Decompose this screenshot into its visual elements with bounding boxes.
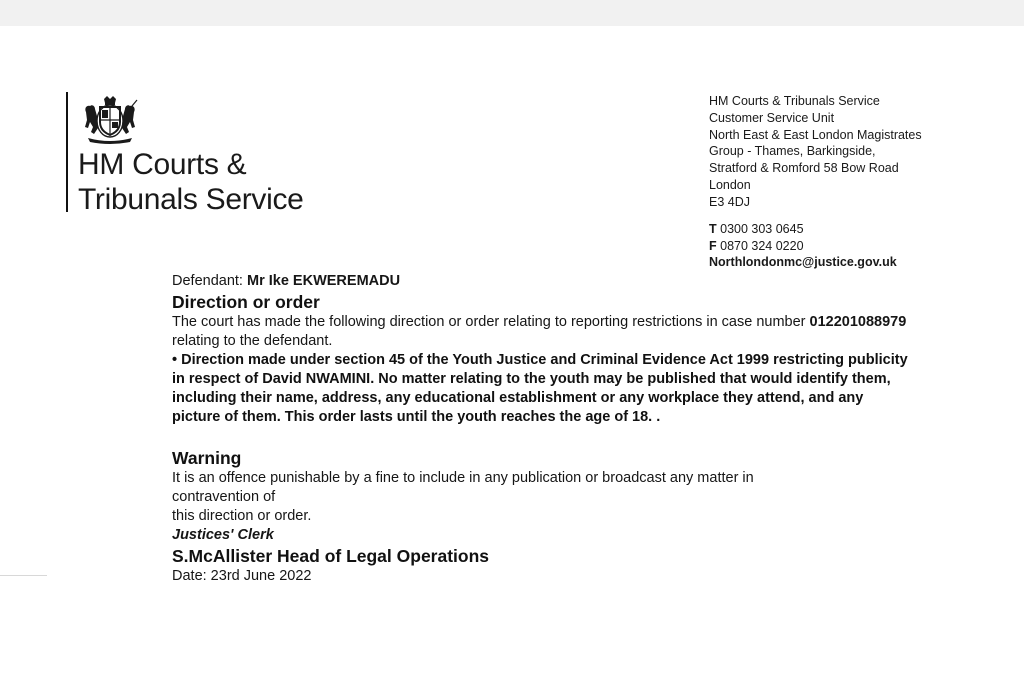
- letter-document: [0, 26, 1024, 687]
- email-line: [709, 254, 897, 271]
- fax-label: F: [709, 238, 717, 253]
- email-address: Northlondonmc@justice.gov.uk: [709, 255, 897, 269]
- logo-vertical-rule: [66, 92, 68, 212]
- warning-text-line1: It is an offence punishable by a fine to include in any publication or broadcast any matter in: [172, 470, 754, 486]
- edge-divider: [0, 575, 47, 576]
- address-line: HM Courts & Tribunals Service: [709, 94, 880, 108]
- office-address: [709, 93, 1009, 211]
- top-margin-band: [0, 0, 1024, 26]
- direction-heading: Direction or order: [172, 292, 320, 312]
- logo-text-line1: HM Courts &: [78, 148, 247, 181]
- defendant-line: [172, 272, 912, 291]
- fax-line: [709, 238, 897, 255]
- direction-intro-text: The court has made the following direction or order relating to reporting restrictions in case number: [172, 314, 806, 330]
- phone-number: 0300 303 0645: [720, 222, 804, 236]
- address-line: North East & East London Magistrates: [709, 127, 922, 142]
- address-line: London: [709, 177, 751, 192]
- warning-text-line3: this direction or order.: [172, 508, 312, 524]
- signatory: S.McAllister Head of Legal Operations: [172, 546, 490, 566]
- warning-text-line2: contravention of: [172, 489, 276, 505]
- fax-number: 0870 324 0220: [720, 238, 804, 253]
- section-gap: [172, 427, 912, 447]
- phone-label: T: [709, 222, 717, 236]
- warning-heading: Warning: [172, 448, 242, 468]
- logo-text-line2: Tribunals Service: [78, 183, 304, 216]
- address-line: E3 4DJ: [709, 194, 750, 209]
- direction-intro: [172, 313, 912, 351]
- defendant-label: Defendant:: [172, 273, 243, 289]
- clerk-title: Justices' Clerk: [172, 527, 274, 543]
- case-number: 012201088979: [809, 314, 907, 330]
- contact-details: [709, 221, 897, 271]
- order-text: • Direction made under section 45 of the Youth Justice and Criminal Evidence Act 1999 restricting publicity in respect of David NWAMINI. No matter relating to the youth may be published that would identify them, including their name, address, any educational establishment or any workplace they attend, and any picture of them. This order lasts until the youth reaches the age of 18. .: [172, 352, 908, 425]
- address-line: Group - Thames, Barkingside,: [709, 144, 876, 159]
- hmcts-logo: [66, 92, 328, 238]
- direction-intro-suffix: relating to the defendant.: [172, 333, 333, 349]
- royal-coat-of-arms-icon: [80, 96, 140, 144]
- letter-body: [172, 272, 912, 586]
- address-line: Customer Service Unit: [709, 110, 835, 125]
- defendant-name: Mr Ike EKWEREMADU: [246, 273, 401, 289]
- address-line: Stratford & Romford 58 Bow Road: [709, 161, 899, 176]
- issue-date: Date: 23rd June 2022: [172, 568, 312, 584]
- phone-line: [709, 221, 897, 238]
